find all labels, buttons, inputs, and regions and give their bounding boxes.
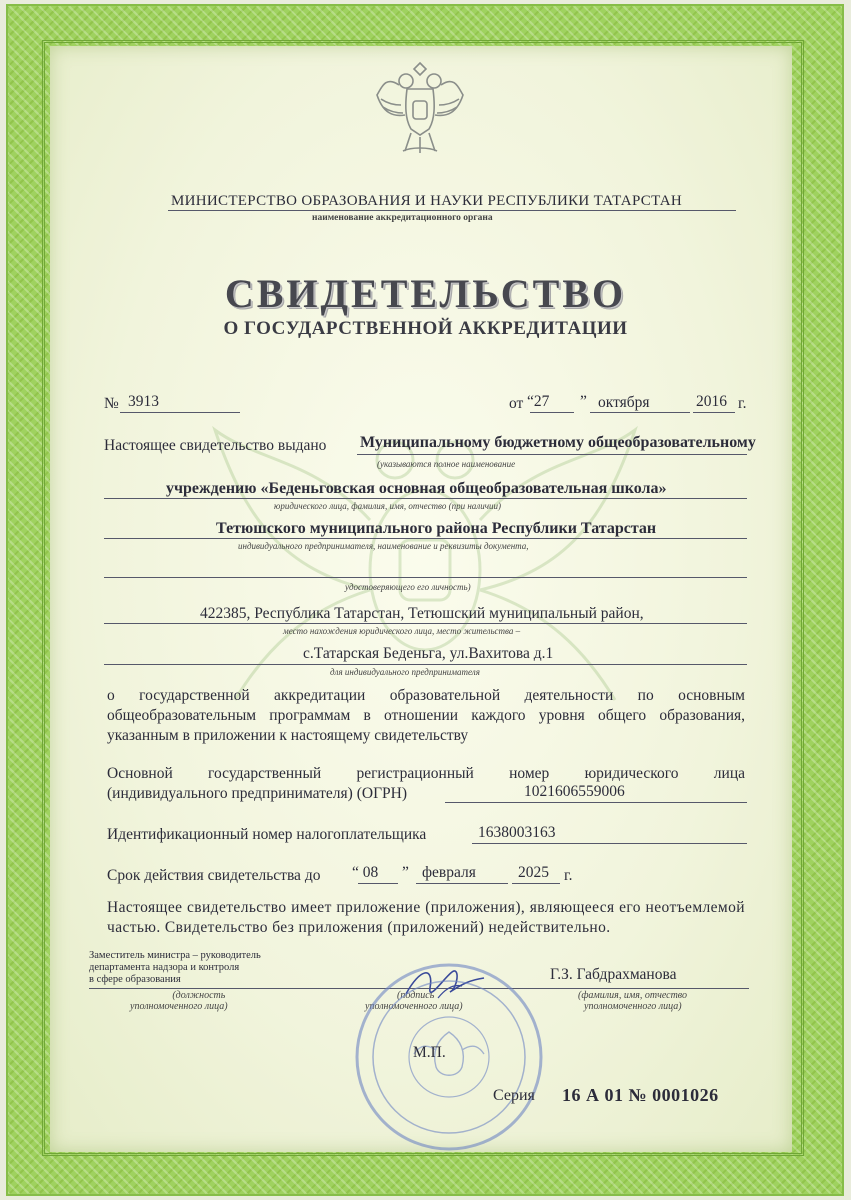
org-line-2-underline [104,498,747,499]
name-hint-line-2: уполномоченного лица) [584,1001,682,1012]
hint-legal-entity: юридического лица, фамилия, имя, отчество (при наличии) [274,501,502,511]
date-day: “27 [527,393,550,410]
ogrn-value: 1021606559006 [524,783,625,800]
seal-label: М.П. [413,1044,446,1061]
date-prefix: от [509,395,524,412]
coat-of-arms-icon [375,55,465,157]
validity-quote: ” [402,864,409,881]
document-title: СВИДЕТЕЛЬСТВО [224,271,627,316]
organization-line-2: учреждению «Беденьговская основная общеобразовательная школа» [166,480,667,497]
number-label: № [104,395,119,412]
document-subtitle: О ГОСУДАРСТВЕННОЙ АККРЕДИТАЦИИ [223,318,628,339]
validity-year: 2025 [518,864,549,881]
date-month: октября [598,394,650,411]
validity-month: февраля [422,864,476,881]
accreditation-text: о государственной аккредитации образовательной деятельности по основным общеобразовательным программам в отношении каждого уровня общего образования, указанным в приложении к настоящему свидетельству [107,687,745,744]
appendix-text: Настоящее свидетельство имеет приложение (приложения), являющееся его неотъемлемой частью. Свидетельство без приложения (приложений) недействительно. [107,899,745,936]
validity-day: “ 08 [352,864,379,881]
ogrn-label-line-2: (индивидуального предпринимателя) (ОГРН) [107,785,408,802]
date-year: 2016 [696,393,727,410]
hint-identity: удостоверяющего его личность) [345,582,471,592]
hint-entrepreneur: индивидуального предпринимателя, наименование и реквизиты документа, [238,541,529,551]
hint-full-name: (указываются полное наименование [377,459,516,469]
name-hint-line-1: (фамилия, имя, отчество [578,990,688,1001]
position-hint [130,990,228,1012]
validity-label: Срок действия свидетельства до [107,867,321,884]
signature-hint-line-2: уполномоченного лица) [365,1001,463,1012]
authority-name: МИНИСТЕРСТВО ОБРАЗОВАНИЯ И НАУКИ РЕСПУБЛИКИ ТАТАРСТАН [171,193,683,209]
validity-year-underline [512,883,560,884]
blank-line-underline [104,577,747,578]
signer-position-line-3: в сфере образования [89,974,181,985]
hint-residence: для индивидуального предпринимателя [330,667,480,677]
signature-hint-line-1: (подпись [397,990,435,1001]
address-line-1: 422385, Республика Татарстан, Тетюшский муниципальный район, [200,605,644,622]
hint-location: место нахождения юридического лица, место жительства – [283,626,521,636]
series-label: Серия [493,1087,535,1104]
date-year-underline [693,412,735,413]
inn-underline [472,843,747,844]
position-hint-line-2: уполномоченного лица) [130,1001,228,1012]
date-day-value: 27 [533,393,550,410]
name-hint [578,990,687,1012]
date-month-underline [590,412,690,413]
authority-hint: наименование аккредитационного органа [312,213,493,223]
address-line-2: с.Татарская Беденьга, ул.Вахитова д.1 [303,645,554,662]
signer-position-line-2: департамента надзора и контроля [89,962,240,973]
series-number: 16 А 01 № 0001026 [562,1085,719,1105]
issued-to-label: Настоящее свидетельство выдано [104,437,327,454]
date-day-underline [530,412,574,413]
validity-day-underline [358,883,398,884]
certificate-number: 3913 [128,393,159,410]
organization-line-3: Тетюшского муниципального района Республики Татарстан [216,520,657,537]
signer-name: Г.З. Габдрахманова [550,966,677,983]
authority-underline [168,210,736,211]
date-suffix: г. [738,395,747,412]
ogrn-label-line-1: Основной государственный регистрационный номер юридического лица [107,765,745,782]
inn-value: 1638003163 [478,824,556,841]
validity-day-value: 08 [362,864,379,881]
address-line-1-underline [104,623,747,624]
signer-position-line-1: Заместитель министра – руководитель [89,950,261,961]
validity-suffix: г. [564,867,573,884]
org-line-3-underline [104,538,747,539]
validity-month-underline [416,883,508,884]
inn-label: Идентификационный номер налогоплательщика [107,826,427,843]
organization-line-1: Муниципальному бюджетному общеобразовательному [360,434,756,451]
org-line-1-underline [357,454,747,455]
address-line-2-underline [104,664,747,665]
date-quote: ” [580,393,587,410]
position-hint-line-1: (должность [172,990,226,1001]
number-underline [120,412,240,413]
official-stamp-icon [352,962,547,1152]
ogrn-underline [445,802,747,803]
signer-position [89,950,261,986]
